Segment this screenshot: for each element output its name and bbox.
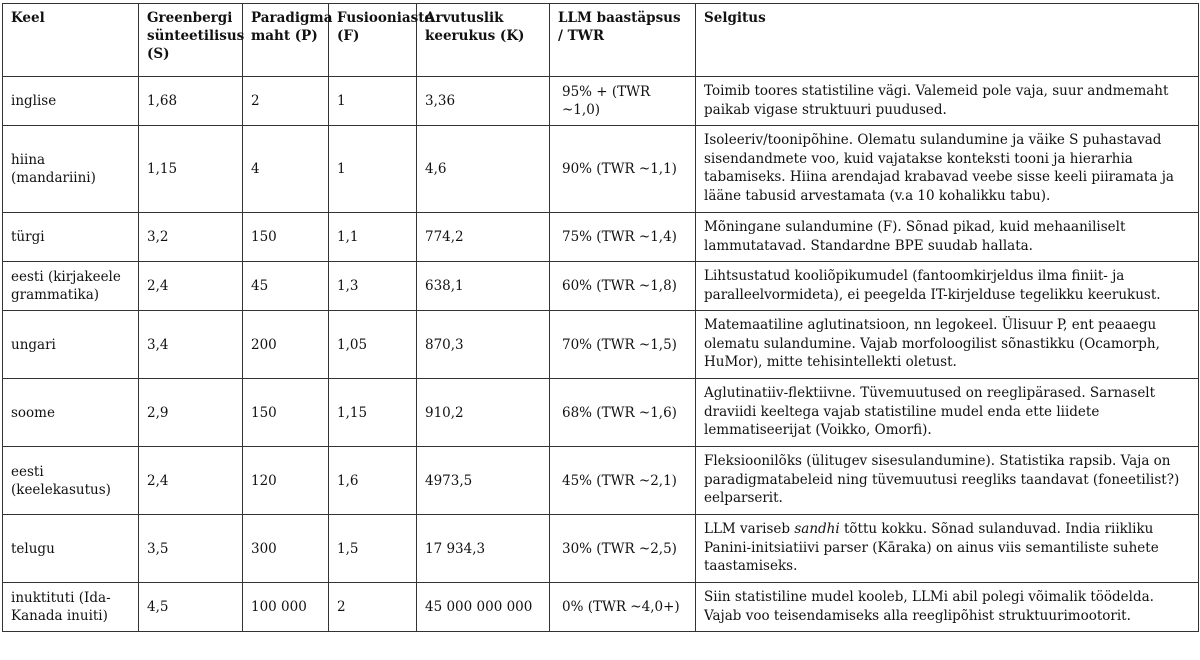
cell-p: 150 [243,379,329,447]
cell-p: 2 [243,77,329,126]
cell-selgitus: Matemaatiline aglutinatsioon, nn legokeel. Ülisuur P, ent peaaegu olematu sulandumine. Vajab morfoloogilist sõnastikku (Ocamorph, HuMor), mitte tehisintellekti oletust. [696,311,1199,379]
cell-s: 1,15 [139,126,243,213]
cell-k: 45 000 000 000 [417,583,550,632]
cell-s: 1,68 [139,77,243,126]
cell-llm: 90% (TWR ~1,1) [550,126,696,213]
cell-keel: telugu [3,515,139,583]
cell-f: 2 [329,583,417,632]
selgitus-text-start: LLM variseb [704,521,795,537]
cell-f: 1,5 [329,515,417,583]
cell-llm: 68% (TWR ~1,6) [550,379,696,447]
cell-s: 2,4 [139,262,243,311]
cell-p: 120 [243,447,329,515]
table-row [3,515,1199,583]
cell-p: 45 [243,262,329,311]
header-keel: Keel [3,4,139,77]
cell-k: 3,36 [417,77,550,126]
table-row [3,311,1199,379]
cell-llm: 75% (TWR ~1,4) [550,213,696,262]
cell-selgitus: Aglutinatiiv-flektiivne. Tüvemuutused on reeglipärased. Sarnaselt draviidi keeltega vajab statistiline mudel enda ette liidete lemmatiseerijat (Voikko, Omorfi). [696,379,1199,447]
cell-llm: 0% (TWR ~4,0+) [550,583,696,632]
cell-keel: eesti (keelekasutus) [3,447,139,515]
table-row [3,447,1199,515]
cell-f: 1,6 [329,447,417,515]
cell-s: 3,4 [139,311,243,379]
cell-keel: soome [3,379,139,447]
cell-s: 4,5 [139,583,243,632]
table-row [3,213,1199,262]
table-row [3,583,1199,632]
cell-llm: 30% (TWR ~2,5) [550,515,696,583]
cell-f: 1,15 [329,379,417,447]
cell-llm: 45% (TWR ~2,1) [550,447,696,515]
table-row [3,77,1199,126]
cell-keel: eesti (kirjakeele grammatika) [3,262,139,311]
header-s: Greenbergi sünteetilisus (S) [139,4,243,77]
cell-k: 870,3 [417,311,550,379]
cell-keel: hiina (mandariini) [3,126,139,213]
table-row [3,262,1199,311]
table-container [2,3,1199,632]
cell-selgitus: Lihtsustatud kooliõpikumudel (fantoomkirjeldus ilma finiit- ja paralleelvormideta), ei peegelda IT-kirjelduse tegelikku keerukust. [696,262,1199,311]
cell-keel: inglise [3,77,139,126]
header-selgitus: Selgitus [696,4,1199,77]
cell-s: 3,2 [139,213,243,262]
table-row [3,379,1199,447]
header-f: Fusiooniaste (F) [329,4,417,77]
cell-p: 300 [243,515,329,583]
selgitus-text-end: tõttu kokku. Sõnad sulanduvad. India riikliku Panini-initsiatiivi parser (Kāraka) on ainus viis semantiliste suhete taastamiseks. [704,521,1159,574]
cell-s: 3,5 [139,515,243,583]
cell-k: 17 934,3 [417,515,550,583]
cell-p: 150 [243,213,329,262]
language-complexity-table [2,3,1199,632]
cell-f: 1,3 [329,262,417,311]
cell-k: 774,2 [417,213,550,262]
cell-selgitus: Siin statistiline mudel kooleb, LLMi abil polegi võimalik töödelda. Vajab voo teisendamiseks alla reeglipõhist struktuurimootorit. [696,583,1199,632]
header-row [3,4,1199,77]
cell-f: 1 [329,77,417,126]
cell-keel: inuktituti (Ida-Kanada inuiti) [3,583,139,632]
cell-llm: 60% (TWR ~1,8) [550,262,696,311]
cell-s: 2,4 [139,447,243,515]
cell-selgitus [696,515,1199,583]
cell-s: 2,9 [139,379,243,447]
header-p: Paradigma maht (P) [243,4,329,77]
cell-llm: 70% (TWR ~1,5) [550,311,696,379]
cell-f: 1 [329,126,417,213]
header-llm: LLM baastäpsus / TWR [550,4,696,77]
cell-p: 100 000 [243,583,329,632]
cell-keel: ungari [3,311,139,379]
cell-k: 638,1 [417,262,550,311]
selgitus-term-sandhi: sandhi [794,521,840,537]
cell-p: 200 [243,311,329,379]
table-row [3,126,1199,213]
cell-keel: türgi [3,213,139,262]
cell-p: 4 [243,126,329,213]
cell-llm: 95% + (TWR ~1,0) [550,77,696,126]
cell-k: 910,2 [417,379,550,447]
cell-selgitus: Mõningane sulandumine (F). Sõnad pikad, kuid mehaaniliselt lammutatavad. Standardne BPE suudab hallata. [696,213,1199,262]
header-k: Arvutuslik keerukus (K) [417,4,550,77]
cell-k: 4,6 [417,126,550,213]
cell-k: 4973,5 [417,447,550,515]
cell-f: 1,05 [329,311,417,379]
cell-selgitus: Fleksioonilõks (ülitugev sisesulandumine). Statistika rapsib. Vaja on paradigmatabeleid ning tüvemuutusi reegliks taandavat (foneetilist?) eelparserit. [696,447,1199,515]
cell-selgitus: Toimib toores statistiline vägi. Valemeid pole vaja, suur andmemaht paikab vigase struktuuri puudused. [696,77,1199,126]
cell-f: 1,1 [329,213,417,262]
cell-selgitus: Isoleeriv/toonipõhine. Olematu sulandumine ja väike S puhastavad sisendandmete voo, kuid vajatakse konteksti tooni ja hierarhia tabamiseks. Hiina arendajad krabavad veebe sisse keeli piiramata ja lääne tabusid arvestamata (v.a 10 kohalikku tabu). [696,126,1199,213]
